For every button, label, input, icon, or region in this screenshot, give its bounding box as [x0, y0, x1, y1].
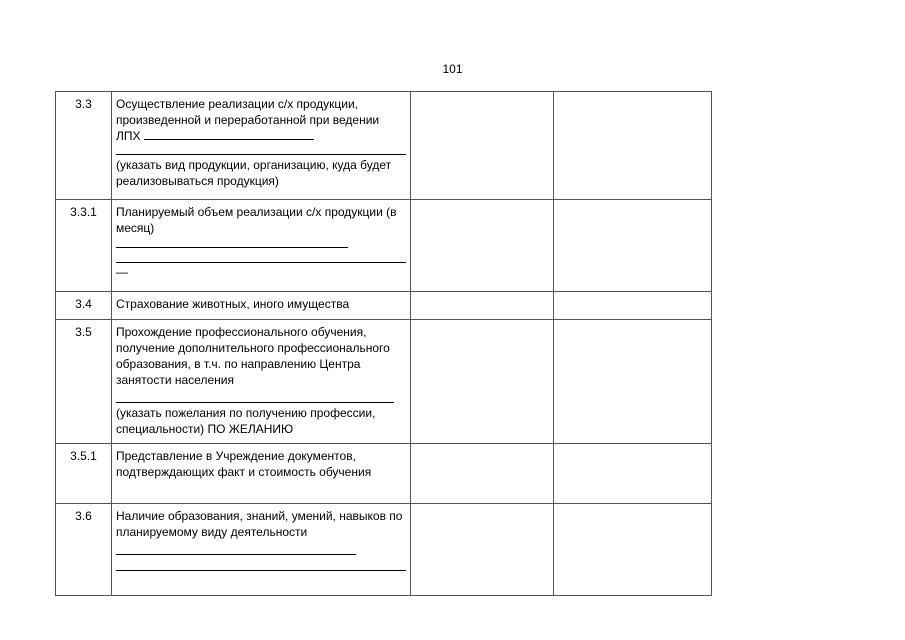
fill-in-line[interactable] — [144, 129, 314, 140]
row-description — [112, 292, 411, 320]
row-text: Прохождение профессионального обучения, получение дополнительного профессионального образования, в т.ч. по направлению Центра занятости населения — [116, 325, 390, 387]
table-row — [56, 444, 712, 504]
row-number: 3.5.1 — [56, 444, 112, 504]
fill-in-line[interactable] — [116, 262, 406, 263]
row-description — [112, 320, 411, 444]
value-cell[interactable] — [411, 292, 554, 320]
row-number: 3.5 — [56, 320, 112, 444]
value-cell[interactable] — [554, 320, 712, 444]
value-cell[interactable] — [411, 92, 554, 200]
fill-in-line[interactable] — [116, 570, 406, 571]
value-cell[interactable] — [554, 92, 712, 200]
row-text: Наличие образования, знаний, умений, навыков по планируемому виду деятельности — [116, 509, 403, 539]
row-text: Планируемый объем реализации с/х продукции (в месяц) — [116, 205, 397, 235]
value-cell[interactable] — [554, 444, 712, 504]
table-row — [56, 92, 712, 200]
row-description — [112, 92, 411, 200]
value-cell[interactable] — [554, 504, 712, 596]
row-text: Представление в Учреждение документов, подтверждающих факт и стоимость обучения — [116, 449, 372, 479]
fill-in-line[interactable] — [116, 154, 406, 155]
row-description — [112, 200, 411, 292]
row-number: 3.3 — [56, 92, 112, 200]
row-text: Осуществление реализации с/х продукции, произведенной и переработанной при ведении ЛПХ — [116, 97, 380, 143]
table-row — [56, 320, 712, 444]
row-note: (указать пожелания по получению профессии, специальности) ПО ЖЕЛАНИЮ — [116, 406, 376, 436]
row-number: 3.4 — [56, 292, 112, 320]
value-cell[interactable] — [554, 200, 712, 292]
page-number: 101 — [442, 62, 463, 76]
row-number: 3.6 — [56, 504, 112, 596]
row-tail: — — [116, 265, 128, 279]
fill-in-line[interactable] — [116, 402, 394, 403]
row-description — [112, 504, 411, 596]
table-row — [56, 504, 712, 596]
value-cell[interactable] — [411, 200, 554, 292]
value-cell[interactable] — [411, 320, 554, 444]
value-cell[interactable] — [411, 444, 554, 504]
row-description — [112, 444, 411, 504]
row-text: Страхование животных, иного имущества — [116, 297, 350, 311]
value-cell[interactable] — [411, 504, 554, 596]
row-number: 3.3.1 — [56, 200, 112, 292]
form-table — [55, 91, 712, 596]
value-cell[interactable] — [554, 292, 712, 320]
table-row — [56, 292, 712, 320]
table-row — [56, 200, 712, 292]
row-note: (указать вид продукции, организацию, куда будет реализовываться продукция) — [116, 158, 392, 188]
